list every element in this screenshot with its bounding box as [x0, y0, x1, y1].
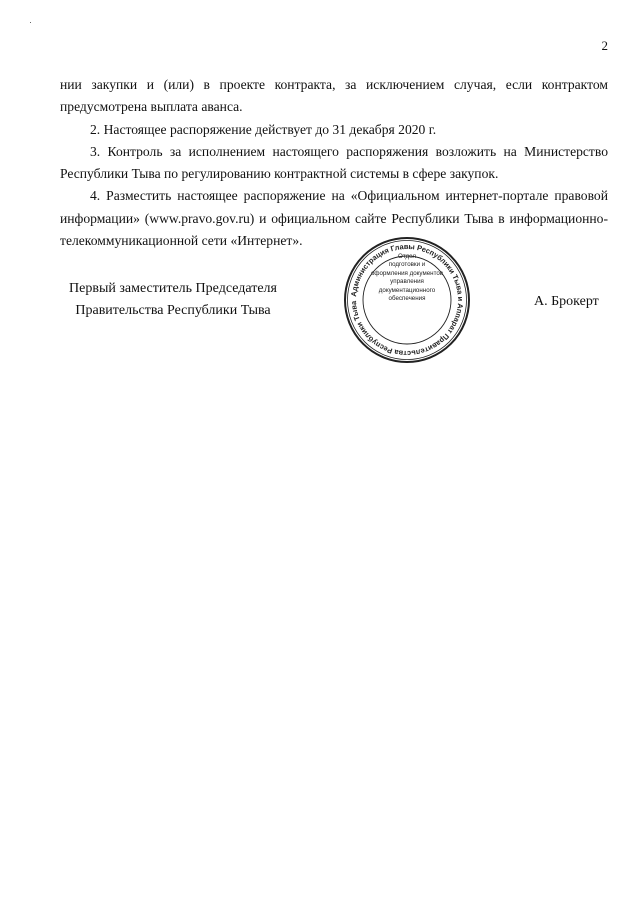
- paragraph-item-3: 3. Контроль за исполнением настоящего распоряжения возложить на Министерство Республики Тыва по регулированию контрактной системы в сфере закупок.: [60, 143, 608, 182]
- page-number: 2: [601, 38, 608, 53]
- stamp-center-line: подготовки и: [388, 261, 426, 269]
- signatory-name: А. Брокерт: [534, 294, 599, 309]
- document-body: [60, 74, 608, 252]
- paragraph-item-2: 2. Настоящее распоряжение действует до 31 декабря 2020 г.: [90, 121, 437, 137]
- signatory-title: [58, 278, 288, 322]
- stamp-center-line: управления: [390, 278, 424, 286]
- stamp-center-line: обеспечения: [388, 295, 426, 303]
- stamp-center-line: оформления документов: [370, 269, 444, 277]
- signatory-title-line1: Первый заместитель Председателя: [69, 281, 277, 296]
- paragraph-item-4: 4. Разместить настоящее распоряжение на «Официальном интернет-портале правовой информации» (www.pravo.gov.ru) и официальном сайте Республики Тыва в информационно-телекоммуникационной сети «Интернет».: [60, 188, 608, 249]
- stamp-center-text: [358, 253, 456, 303]
- signatory-title-line2: Правительства Республики Тыва: [75, 303, 271, 318]
- stamp-center-line: Отдел: [398, 253, 416, 260]
- paragraph-continuation: нии закупки и (или) в проекте контракта, за исключением случая, если контрактом предусмотрена выплата аванса.: [60, 77, 608, 115]
- official-stamp: [342, 235, 472, 365]
- stamp-ring-text: Администрация Главы Республики Тыва и Аппарат Правительства Республики Тыва: [348, 241, 466, 359]
- scan-speck: [30, 22, 31, 23]
- stamp-center-line: документационного: [378, 286, 436, 294]
